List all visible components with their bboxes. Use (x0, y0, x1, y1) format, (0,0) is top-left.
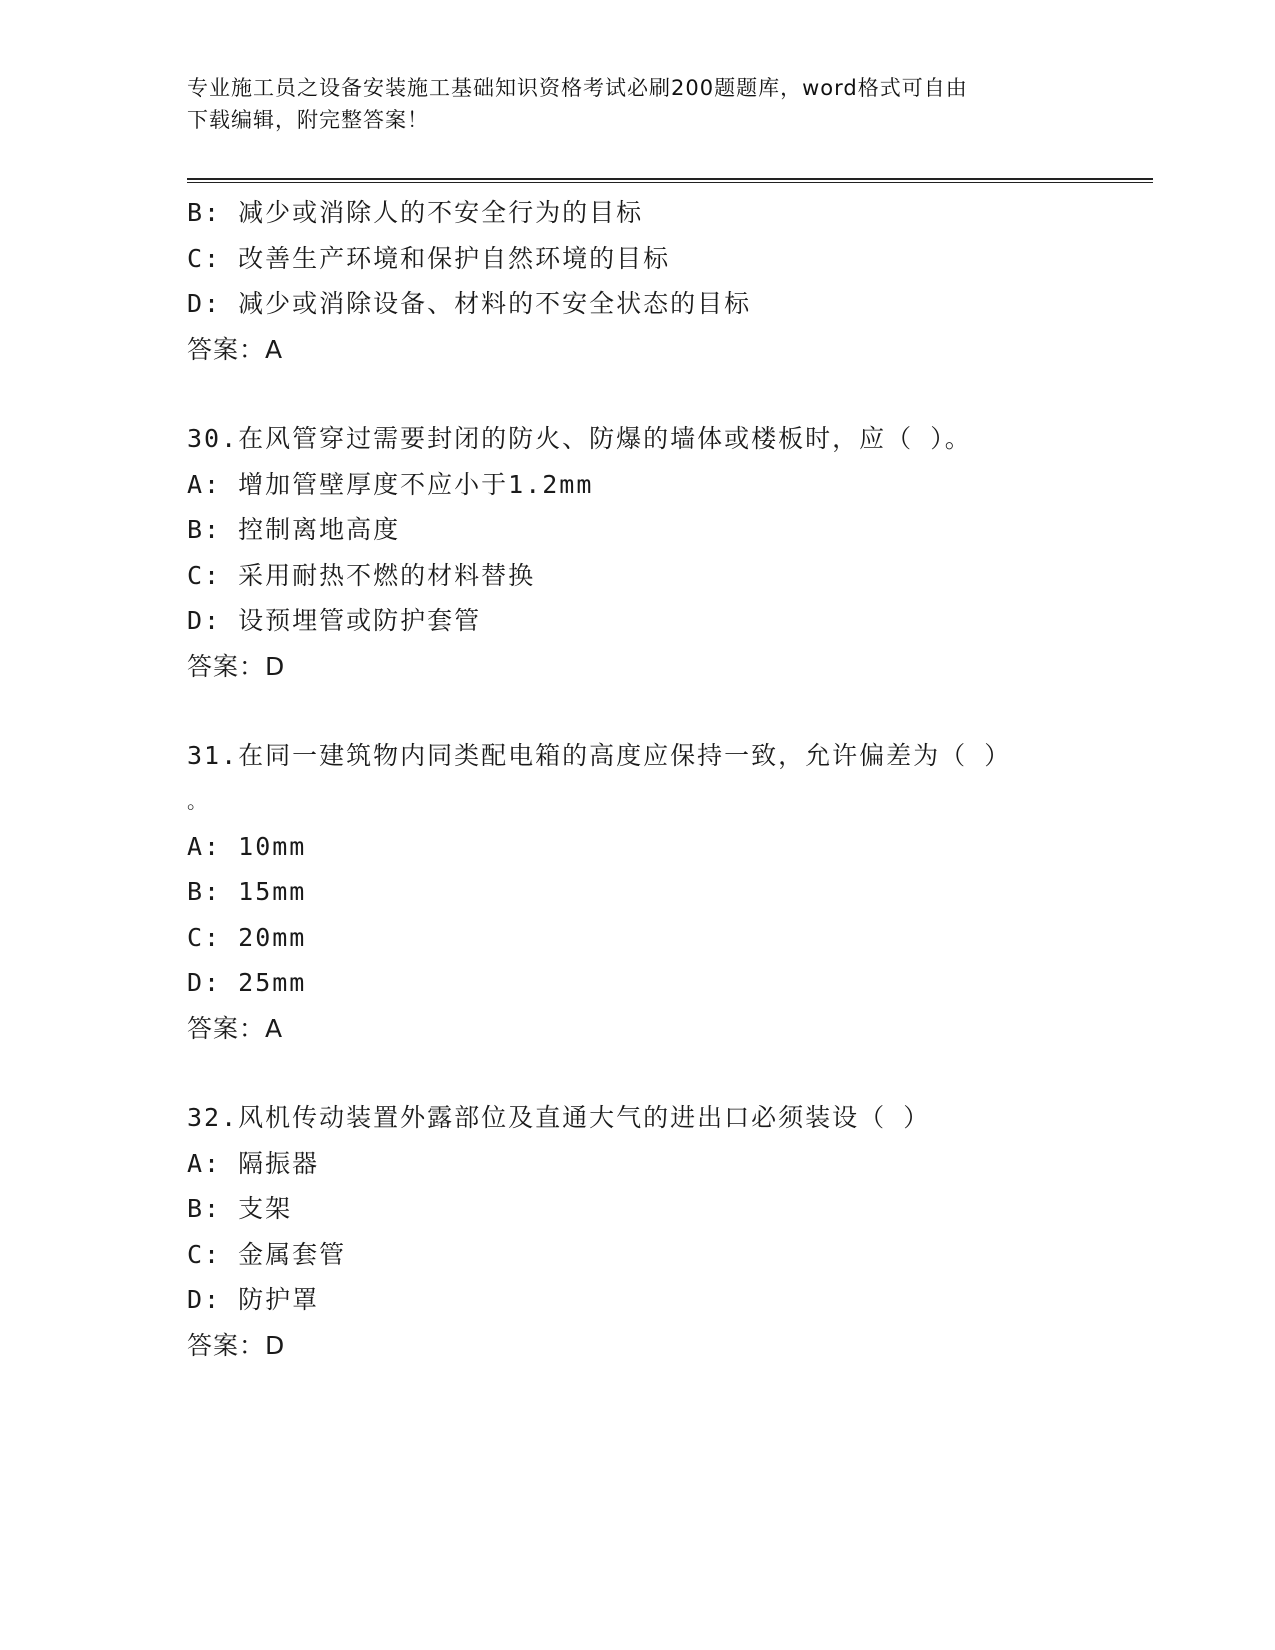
answer-line: 答案：D (187, 651, 286, 681)
document-header (187, 72, 1067, 136)
question-stem: 32.风机传动装置外露部位及直通大气的进出口必须装设（ ） (187, 1103, 931, 1132)
question-stem: 31.在同一建筑物内同类配电箱的高度应保持一致，允许偏差为（ ） (187, 741, 1012, 770)
question-stem-tail: 。 (187, 788, 209, 813)
answer-line: 答案：A (187, 1013, 284, 1043)
question-stem: 30.在风管穿过需要封闭的防火、防爆的墙体或楼板时，应（ ）。 (187, 424, 972, 453)
option-b: B: 减少或消除人的不安全行为的目标 (187, 198, 644, 227)
header-line-2: 下载编辑，附完整答案！ (187, 108, 429, 132)
question-31 (187, 733, 1087, 1051)
answer-line: 答案：D (187, 1330, 286, 1360)
option-d: D: 减少或消除设备、材料的不安全状态的目标 (187, 289, 752, 318)
option-a: A: 隔振器 (187, 1148, 320, 1178)
option-d: D: 设预埋管或防护套管 (187, 606, 482, 635)
question-30 (187, 416, 1087, 689)
option-c: C: 20mm (187, 922, 307, 952)
header-line-1: 专业施工员之设备安装施工基础知识资格考试必刷200题题库，word格式可自由 (187, 76, 968, 100)
option-c: C: 金属套管 (187, 1239, 347, 1269)
option-b: B: 15mm (187, 877, 307, 906)
option-c: C: 采用耐热不燃的材料替换 (187, 560, 536, 590)
option-a: A: 增加管壁厚度不应小于1.2mm (187, 469, 594, 499)
question-content (187, 190, 1087, 1368)
option-a: A: 10mm (187, 831, 307, 861)
previous-question-tail (187, 190, 1087, 372)
option-d: D: 防护罩 (187, 1285, 320, 1314)
option-d: D: 25mm (187, 968, 307, 997)
answer-line: 答案：A (187, 334, 284, 364)
option-b: B: 控制离地高度 (187, 515, 401, 544)
header-divider (187, 178, 1153, 183)
option-b: B: 支架 (187, 1194, 293, 1223)
option-c: C: 改善生产环境和保护自然环境的目标 (187, 243, 671, 273)
question-32 (187, 1095, 1087, 1368)
